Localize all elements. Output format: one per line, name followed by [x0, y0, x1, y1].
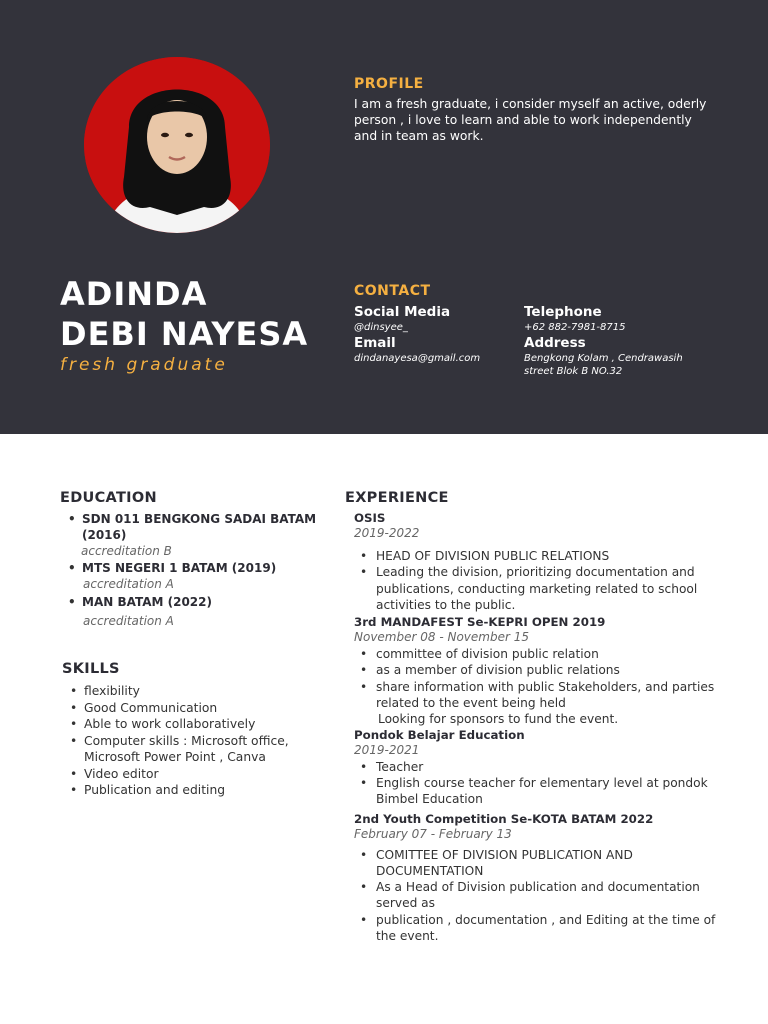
experience-org: Pondok Belajar Education	[354, 727, 525, 742]
experience-date: 2019-2021	[354, 742, 420, 757]
skill-item: • flexibility	[62, 683, 302, 700]
experience-bullet: • Teacher	[354, 759, 724, 775]
accreditation: accreditation B	[81, 544, 172, 558]
social-media-label: Social Media	[354, 304, 451, 320]
experience-section	[354, 511, 724, 944]
experience-note: Looking for sponsors to fund the event.	[378, 712, 619, 727]
profile-heading: PROFILE	[354, 76, 424, 92]
experience-bullet: • COMITTEE OF DIVISION PUBLICATION AND DOCUMENTATION	[354, 847, 724, 880]
experience-date: November 08 - November 15	[354, 630, 529, 645]
experience-entry	[354, 511, 724, 613]
experience-bullet: • Leading the division, prioritizing documentation and publications, conducting marketing related to school activities to the public.	[354, 564, 724, 613]
experience-date: February 07 - February 13	[354, 826, 512, 841]
skill-item: • Good Communication	[62, 700, 302, 717]
name-line-1: ADINDA	[60, 275, 208, 313]
experience-org: 2nd Youth Competition Se-KOTA BATAM 2022	[354, 811, 654, 826]
experience-org: 3rd MANDAFEST Se-KEPRI OPEN 2019	[354, 615, 606, 630]
telephone-label: Telephone	[524, 304, 602, 320]
skill-item: • Video editor	[62, 766, 302, 783]
experience-entry	[354, 812, 724, 945]
skill-item: • Publication and editing	[62, 782, 302, 799]
experience-bullet: • As a Head of Division publication and documentation served as	[354, 879, 724, 912]
experience-bullet: • HEAD OF DIVISION PUBLIC RELATIONS	[354, 548, 724, 564]
name-line-2: DEBI NAYESA	[60, 315, 309, 353]
skills-heading: SKILLS	[62, 661, 120, 677]
portrait-image	[84, 57, 270, 233]
accreditation: accreditation A	[83, 577, 174, 591]
email-label: Email	[354, 335, 396, 351]
address-label: Address	[524, 335, 586, 351]
profile-photo	[84, 57, 270, 233]
skills-list	[62, 683, 302, 799]
education-heading: EDUCATION	[60, 490, 157, 506]
education-item: • SDN 011 BENGKONG SADAI BATAM (2016)	[60, 511, 320, 543]
telephone-value[interactable]: +62 882-7981-8715	[524, 322, 626, 333]
experience-heading: EXPERIENCE	[345, 490, 449, 506]
skill-item: • Able to work collaboratively	[62, 716, 302, 733]
education-section	[60, 511, 320, 629]
education-item: • MAN BATAM (2022)	[60, 594, 320, 610]
experience-date: 2019-2022	[354, 526, 420, 540]
social-media-value[interactable]: @dinsyee_	[354, 322, 408, 333]
experience-bullet: • as a member of division public relations	[354, 662, 724, 678]
email-value[interactable]: dindanayesa@gmail.com	[354, 353, 481, 364]
experience-bullet: • English course teacher for elementary level at pondok Bimbel Education	[354, 775, 724, 808]
experience-bullet: • share information with public Stakeholders, and parties related to the event being held	[354, 679, 724, 712]
experience-bullet: • committee of division public relation	[354, 646, 724, 662]
address-line-2: street Blok B NO.32	[524, 366, 623, 377]
experience-entry	[354, 728, 724, 808]
address-line-1: Bengkong Kolam , Cendrawasih	[524, 353, 683, 364]
experience-bullet: • publication , documentation , and Editing at the time of the event.	[354, 912, 724, 945]
address-value	[524, 352, 724, 378]
contact-heading: CONTACT	[354, 283, 431, 299]
accreditation: accreditation A	[83, 614, 174, 628]
education-item: • MTS NEGERI 1 BATAM (2019)	[60, 560, 320, 576]
profile-text: I am a fresh graduate, i consider myself an active, oderly person , i love to learn and able to work independently and in team as work.	[354, 97, 707, 143]
experience-org: OSIS	[354, 511, 386, 525]
skill-item: • Computer skills : Microsoft office, Microsoft Power Point , Canva	[62, 733, 302, 766]
tagline: fresh graduate	[60, 355, 228, 375]
experience-entry	[354, 615, 724, 727]
candidate-name	[60, 274, 308, 354]
